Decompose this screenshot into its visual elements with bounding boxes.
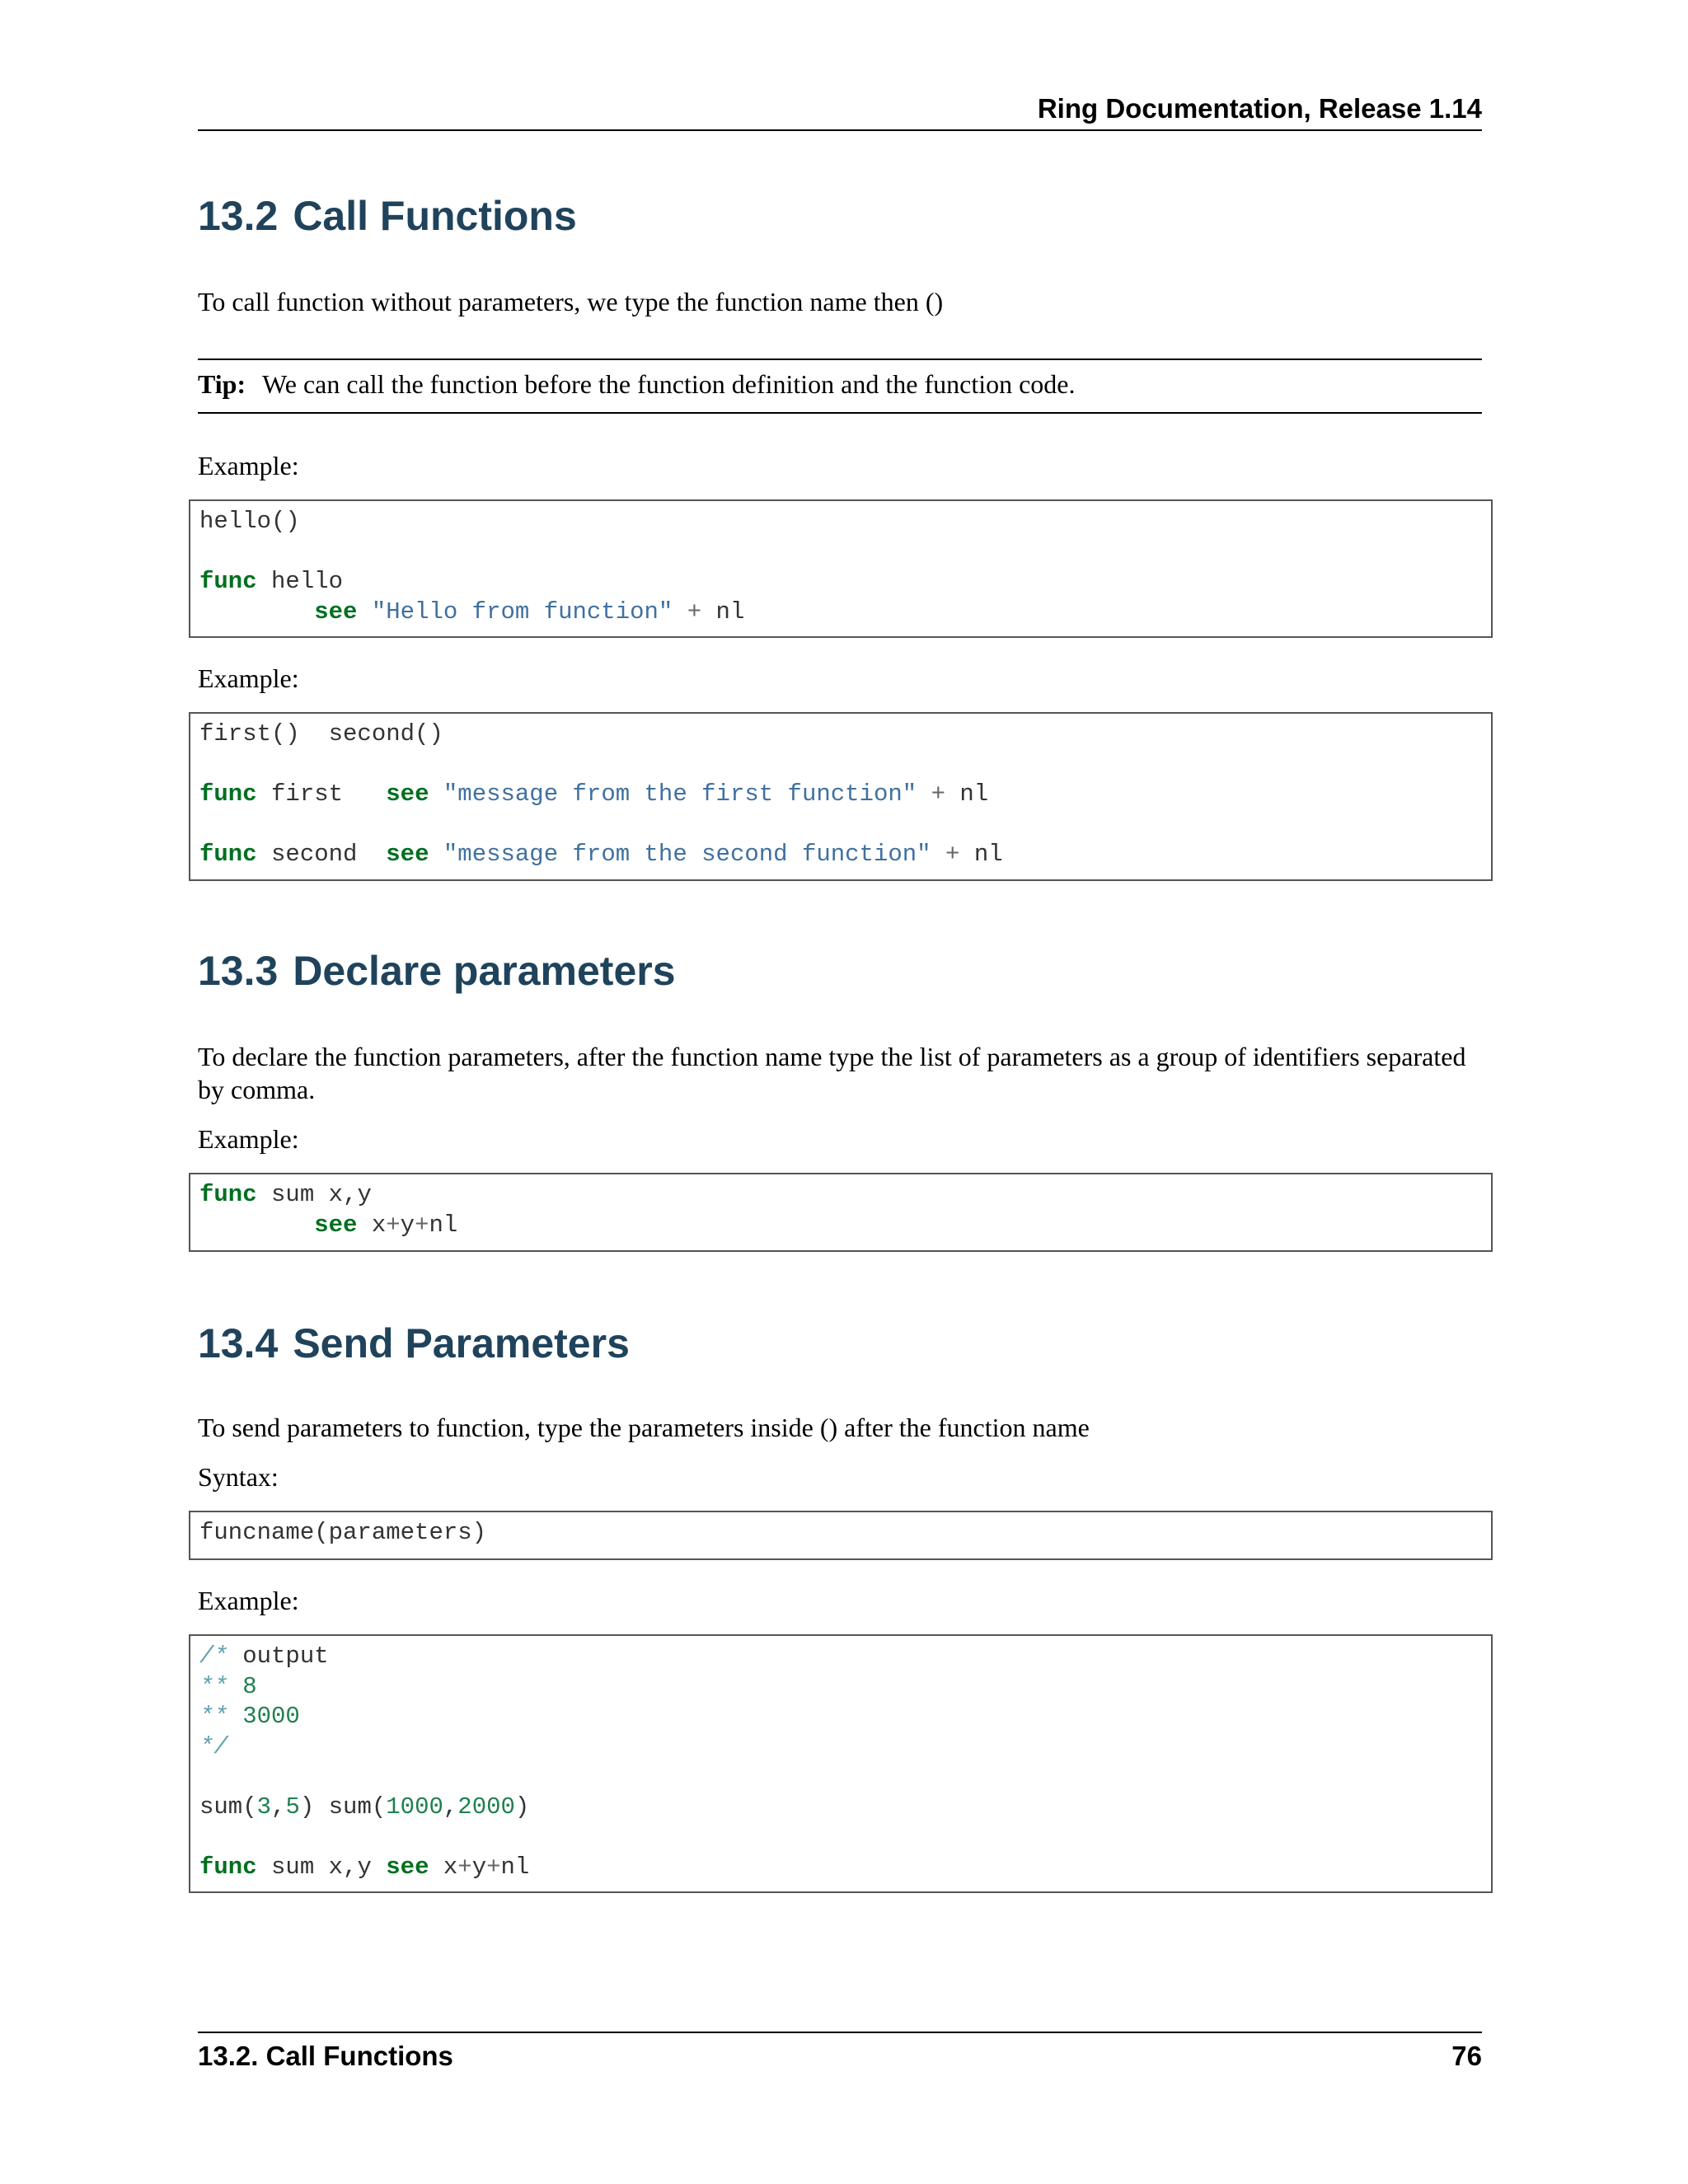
- code-line: func second see "message from the second function" + nl: [199, 841, 1003, 869]
- section-number: 13.3: [198, 948, 279, 994]
- example-label: Example:: [198, 663, 299, 693]
- code-line: func first see "message from the first function" + nl: [199, 780, 989, 808]
- code-line: see x+y+nl: [314, 1211, 458, 1239]
- code-line: ** 3000: [199, 1703, 300, 1731]
- code-block-hello: [189, 499, 1493, 638]
- section-number: 13.4: [198, 1320, 279, 1366]
- code-block-sum-send: [189, 1634, 1493, 1893]
- code-line: func hello: [199, 568, 344, 596]
- syntax-label: Syntax:: [198, 1462, 279, 1492]
- code-line-blank: [199, 1823, 1491, 1854]
- section-title: Send Parameters: [293, 1320, 630, 1366]
- footer-section-title: 13.2. Call Functions: [198, 2041, 453, 2071]
- header-rule: [198, 129, 1482, 131]
- code-line: func sum x,y: [199, 1181, 372, 1208]
- code-line-blank: [199, 1762, 1491, 1793]
- page-footer: [198, 2040, 1482, 2073]
- code-line: */: [199, 1732, 228, 1760]
- code-line: sum(3,5) sum(1000,2000): [199, 1793, 530, 1821]
- section-heading-13-3: [198, 946, 676, 996]
- page-number: 76: [1451, 2041, 1482, 2071]
- example-label: Example:: [198, 1586, 299, 1615]
- code-block-first-second: [189, 712, 1493, 881]
- code-line-blank: [199, 810, 1491, 841]
- code-line: hello(): [199, 508, 300, 535]
- paragraph-intro-13-2: To call function without parameters, we type the function name then (): [198, 287, 944, 316]
- code-line-blank: [199, 537, 1491, 568]
- tip-text: We can call the function before the function definition and the function code.: [262, 369, 1076, 399]
- section-title: Call Functions: [293, 193, 577, 239]
- tip-label: Tip:: [198, 369, 246, 399]
- section-number: 13.2: [198, 193, 279, 239]
- code-line: /* output: [199, 1643, 329, 1670]
- example-label: Example:: [198, 1124, 299, 1154]
- code-line: func sum x,y see x+y+nl: [199, 1854, 530, 1882]
- section-heading-13-2: [198, 191, 577, 241]
- section-title: Declare parameters: [293, 948, 676, 994]
- code-block-syntax: [189, 1511, 1493, 1560]
- footer-rule: [198, 2032, 1482, 2033]
- tip-top-rule: [198, 359, 1482, 360]
- tip-admonition: [198, 368, 1482, 401]
- paragraph-intro-13-4: To send parameters to function, type the parameters inside () after the function name: [198, 1413, 1090, 1442]
- code-line: see "Hello from function" + nl: [314, 598, 745, 626]
- section-heading-13-4: [198, 1319, 630, 1368]
- code-line: first() second(): [199, 720, 443, 748]
- code-line: funcname(parameters): [199, 1519, 487, 1546]
- tip-bottom-rule: [198, 412, 1482, 414]
- example-label: Example:: [198, 451, 299, 480]
- code-block-sum-declare: [189, 1173, 1493, 1252]
- page-header: Ring Documentation, Release 1.14: [1037, 93, 1482, 124]
- code-line: ** 8: [199, 1672, 257, 1700]
- paragraph-intro-13-3: To declare the function parameters, after the function name type the list of parameters as a group of identifiers separated by comma.: [198, 1042, 1466, 1104]
- code-line-blank: [199, 750, 1491, 780]
